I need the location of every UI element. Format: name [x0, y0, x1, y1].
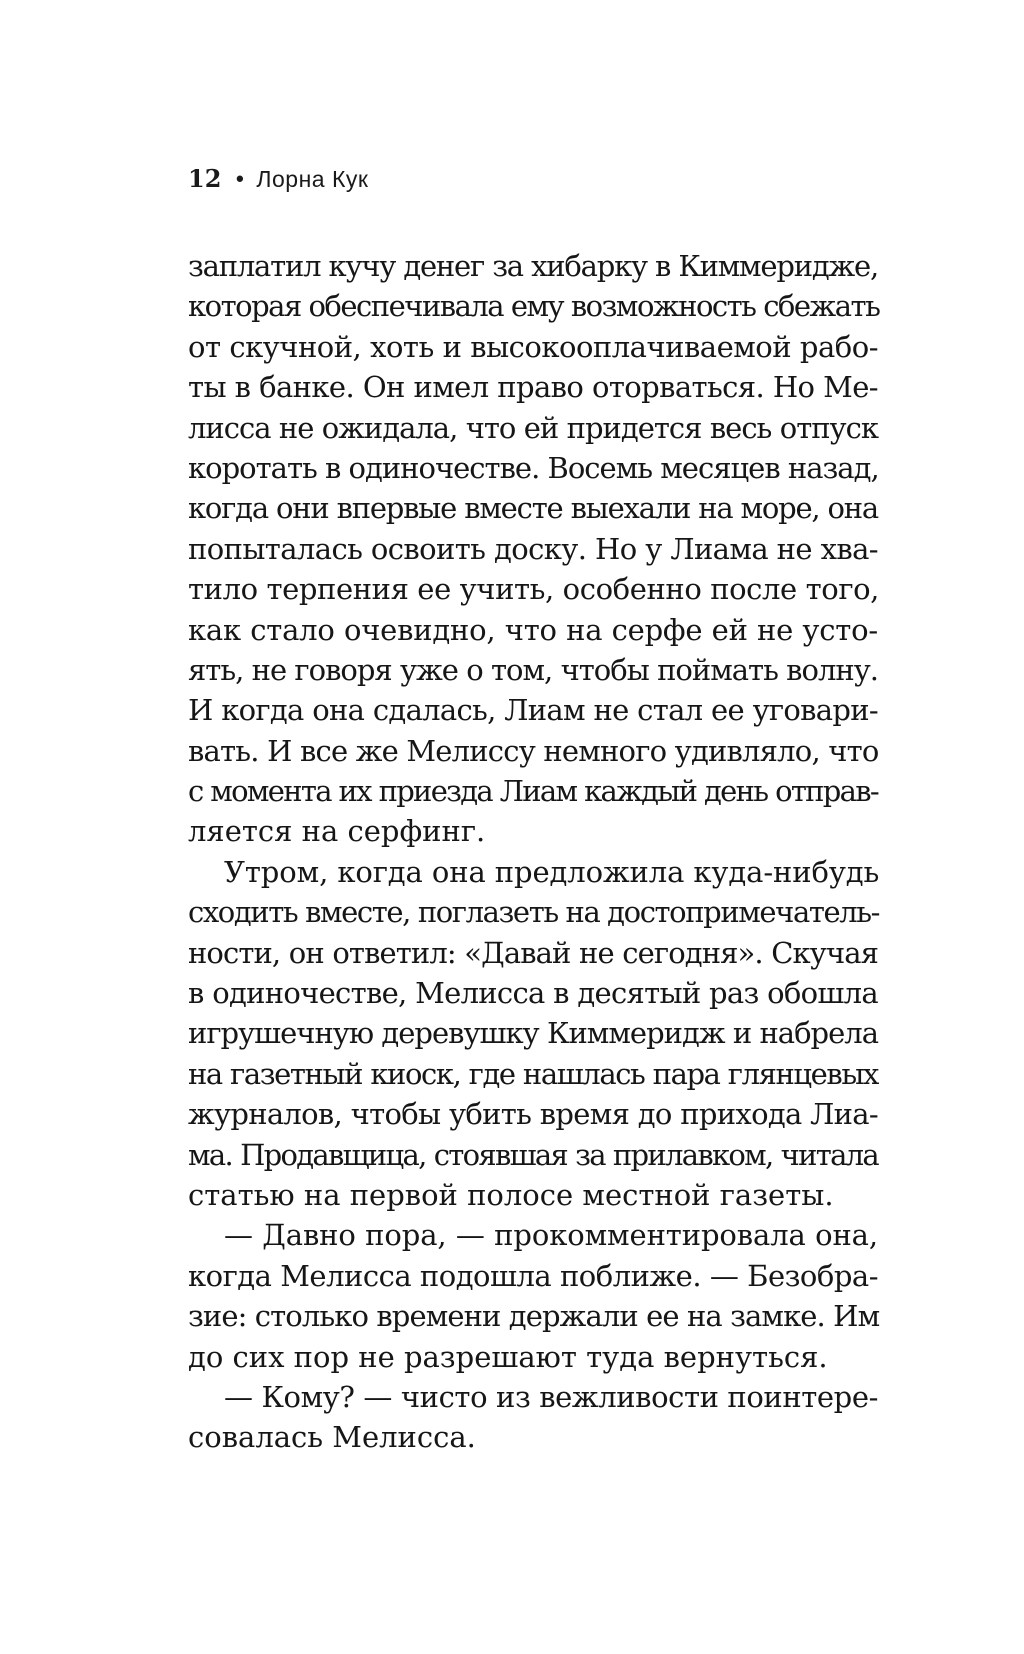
text-line: И когда она сдалась, Лиам не стал ее уговари-: [188, 693, 878, 728]
body-text: [188, 246, 878, 1458]
text-line: ять, не говоря уже о том, чтобы поймать волну.: [188, 652, 878, 687]
text-line: когда Мелисса подошла поближе. — Безобра-: [188, 1258, 878, 1293]
text-line: заплатил кучу денег за хибарку в Киммеридже,: [188, 249, 878, 283]
text-line: ма. Продавщица, стоявшая за прилавком, читала: [188, 1137, 878, 1172]
text-line: сходить вместе, поглазеть на достопримечатель-: [188, 895, 880, 930]
text-line: коротать в одиночестве. Восемь месяцев назад,: [188, 450, 879, 485]
page-number: 12: [188, 164, 222, 193]
text-line: тило терпения ее учить, особенно после того,: [188, 572, 880, 607]
paragraph: [188, 1215, 878, 1377]
author-name: Лорна Кук: [256, 166, 369, 192]
text-line: — Давно пора, — прокомментировала она,: [224, 1218, 878, 1253]
running-head: [188, 164, 368, 200]
text-line: игрушечную деревушку Киммеридж и набрела: [188, 1016, 878, 1051]
paragraph: [188, 852, 878, 1216]
text-line: журналов, чтобы убить время до прихода Лиа-: [188, 1097, 878, 1132]
text-line: вать. И все же Мелиссу немного удивляло, что: [188, 733, 879, 768]
text-line: — Кому? — чисто из вежливости поинтере-: [224, 1379, 878, 1414]
text-line: статью на первой полосе местной газеты.: [188, 1177, 834, 1212]
text-line: до сих пор не разрешают туда вернуться.: [188, 1339, 828, 1374]
text-line: ности, он ответил: «Давай не сегодня». Скучая: [188, 935, 878, 970]
text-line: ляется на серфинг.: [188, 814, 486, 849]
text-line: как стало очевидно, что на серфе ей не усто-: [188, 612, 878, 647]
text-line: в одиночестве, Мелисса в десятый раз обошла: [188, 976, 878, 1011]
text-line: с момента их приезда Лиам каждый день отправ-: [188, 774, 878, 809]
paragraph: [188, 246, 878, 852]
text-line: попыталась освоить доску. Но у Лиама не хва-: [188, 531, 878, 566]
text-line: которая обеспечивала ему возможность сбежать: [188, 289, 880, 324]
text-line: ты в банке. Он имел право оторваться. Но Ме-: [188, 370, 878, 405]
text-line: зие: столько времени держали ее на замке. Им: [188, 1299, 880, 1334]
text-line: совалась Мелисса.: [188, 1420, 476, 1455]
text-line: лисса не ожидала, что ей придется весь отпуск: [188, 410, 878, 445]
paragraph: [188, 1377, 878, 1458]
bullet-separator: •: [233, 168, 247, 193]
text-line: от скучной, хоть и высокооплачиваемой рабо-: [188, 329, 878, 364]
text-line: на газетный киоск, где нашлась пара глянцевых: [188, 1056, 878, 1091]
text-line: Утром, когда она предложила куда-нибудь: [224, 854, 880, 889]
text-line: когда они впервые вместе выехали на море, она: [188, 491, 878, 526]
